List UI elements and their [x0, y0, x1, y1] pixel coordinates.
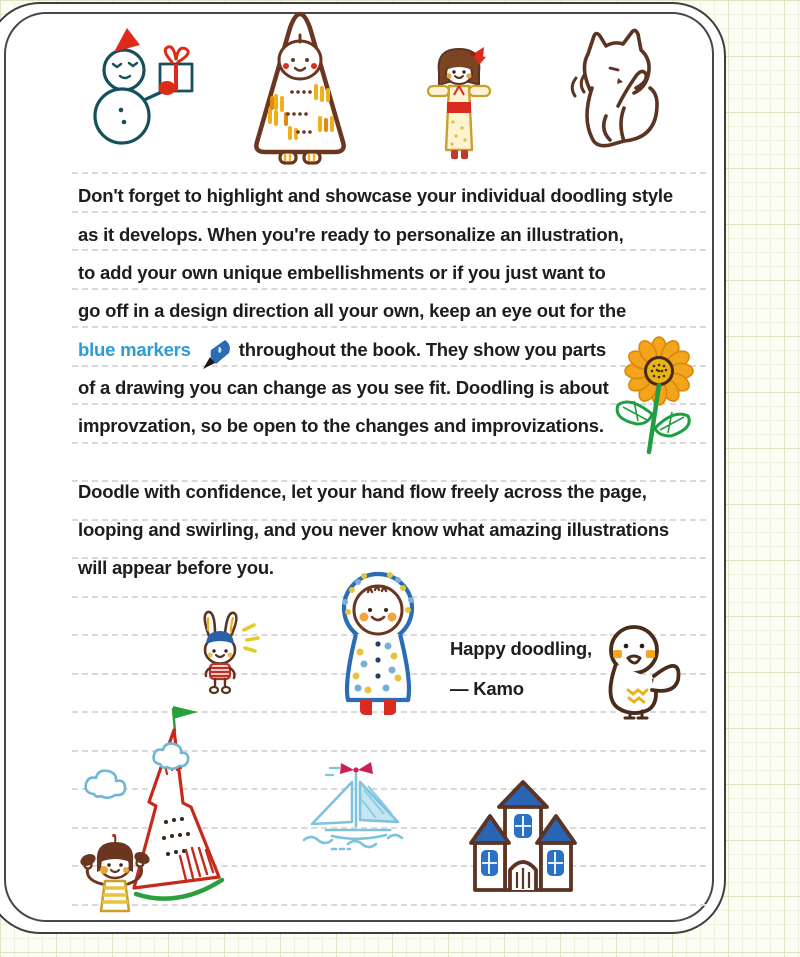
paragraph1-line6: of a drawing you can change as you see fit. Doodling is about — [78, 377, 609, 398]
paragraph1-line1: Don't forget to highlight and showcase your individual doodling style — [78, 185, 673, 206]
paragraph1-line7: improvzation, so be open to the changes and improvizations. — [78, 415, 604, 436]
paragraph1-line3: to add your own unique embellishments or if you just want to — [78, 262, 606, 283]
blue-markers-text: blue markers — [78, 339, 191, 360]
bunny-doodle — [188, 608, 262, 710]
sunflower-doodle — [610, 334, 708, 456]
straw-coat-person-doodle — [246, 8, 354, 168]
girl-waving-doodle — [76, 834, 154, 932]
signoff-line2: — Kamo — [450, 678, 524, 699]
paragraph2-line2: looping and swirling, and you never know what amazing illustrations — [78, 519, 670, 540]
chick-doodle — [594, 618, 686, 720]
clouds-doodle — [80, 738, 200, 806]
cat-washing-face-doodle — [560, 26, 674, 158]
kid-in-raincoat-doodle — [328, 560, 428, 720]
paragraph1-line4: go off in a design direction all your own, keep an eye out for the — [78, 300, 627, 321]
paragraph1-line5-rest: throughout the book. They show you parts — [238, 339, 606, 360]
paragraph1-line5-blue-markers — [78, 331, 606, 369]
paragraph2-line1: Doodle with confidence, let your hand flow freely across the page, — [78, 481, 647, 502]
snowman-with-gift-doodle — [82, 24, 194, 148]
castle-doodle — [458, 780, 588, 904]
blue-marker-pen-icon — [198, 338, 232, 370]
signoff-line1: Happy doodling, — [450, 638, 592, 659]
kimono-girl-doodle — [426, 40, 492, 164]
paragraph1-line2: as it develops. When you're ready to personalize an illustration, — [78, 224, 624, 245]
paragraph2-line3: will appear before you. — [78, 557, 274, 578]
sailboat-doodle — [288, 756, 436, 854]
